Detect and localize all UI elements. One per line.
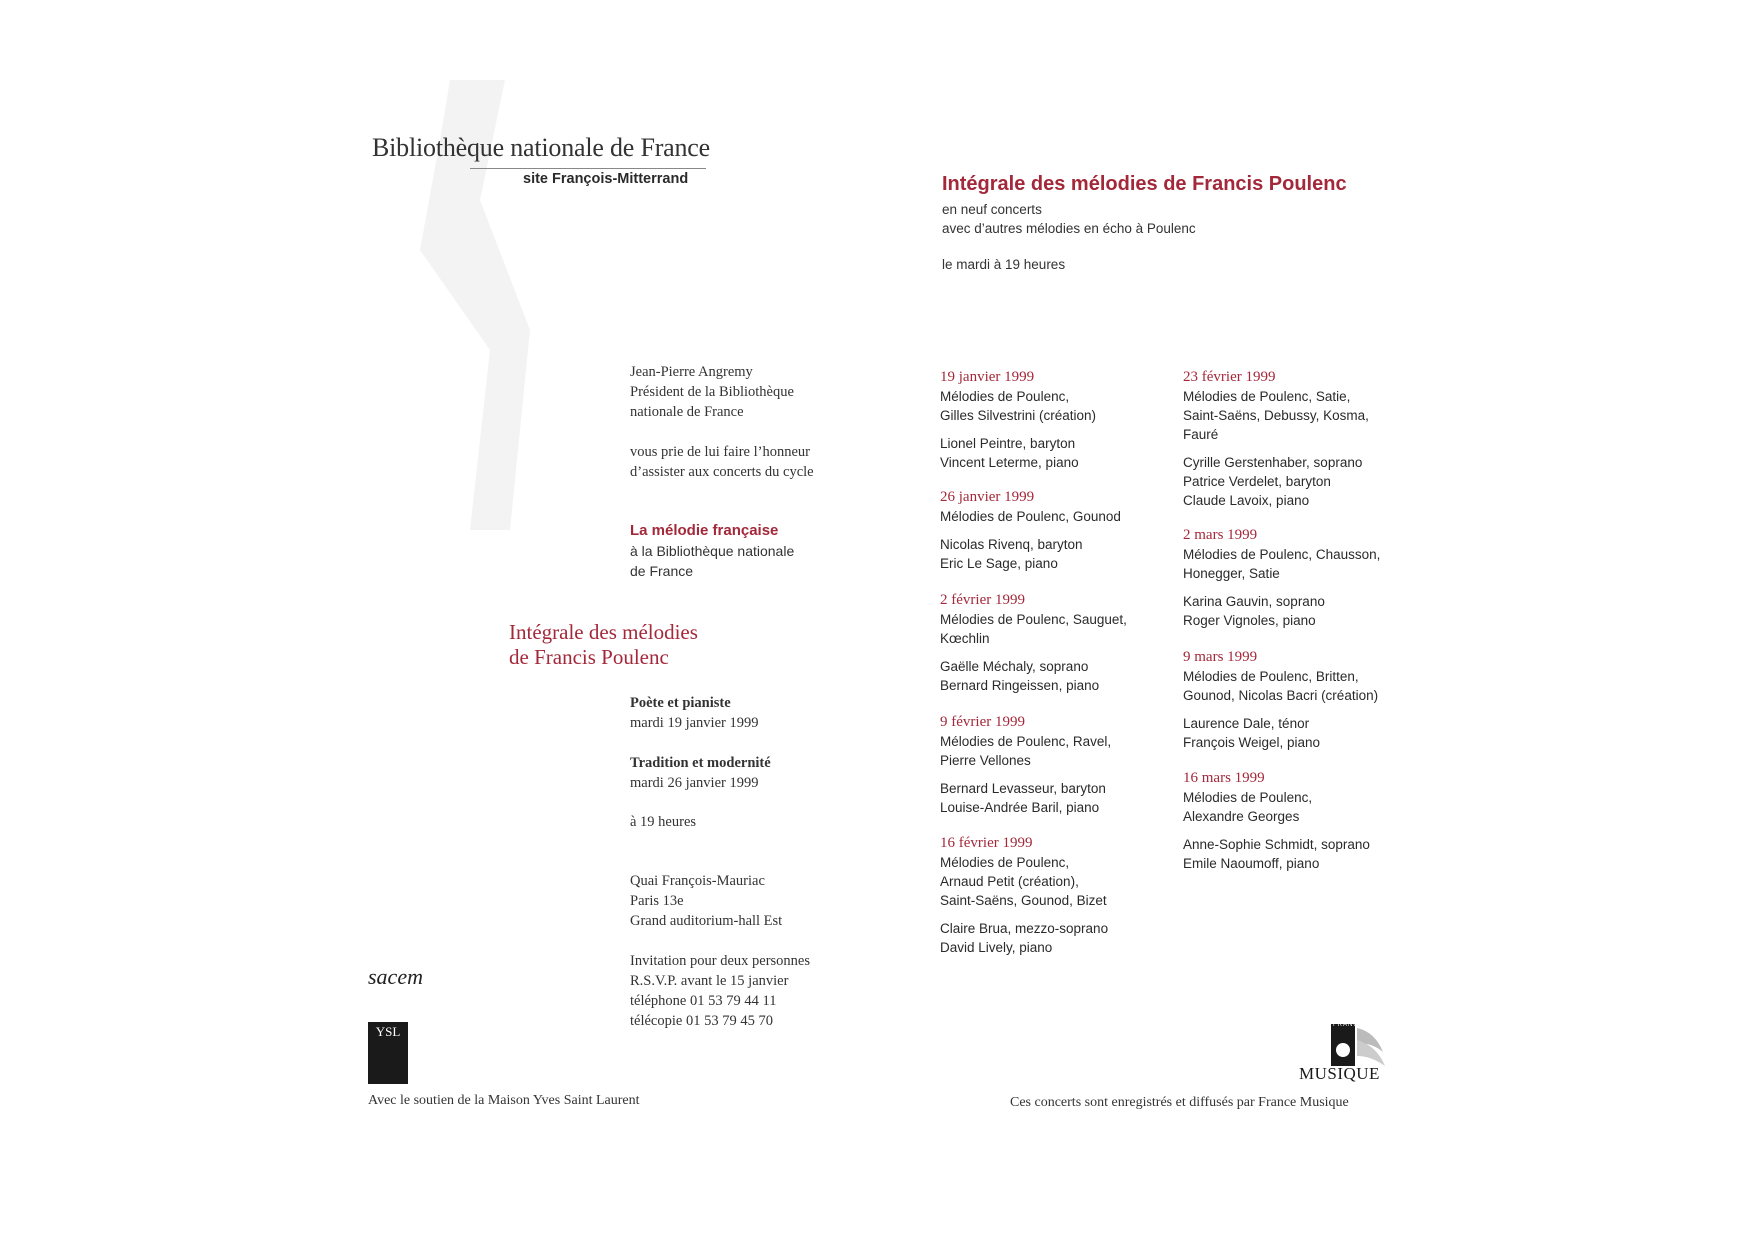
address-line: Paris 13e <box>630 893 684 909</box>
invitation-cycle <box>630 521 794 581</box>
ysl-logo-text: YSL <box>375 1024 401 1039</box>
concert-program-line: Mélodies de Poulenc, Satie, <box>1183 389 1351 404</box>
main-title: Intégrale des mélodies de Francis Poulenc <box>942 173 1347 195</box>
concert-program-line: Mélodies de Poulenc, <box>940 855 1070 870</box>
rsvp-block <box>630 951 810 1031</box>
ysl-logo <box>368 1022 408 1084</box>
france-musique-caption: Ces concerts sont enregistrés et diffusés par France Musique <box>1010 1095 1349 1110</box>
concert-item <box>1183 648 1378 752</box>
concert-program-line: Mélodies de Poulenc, Britten, <box>1183 669 1359 684</box>
concert-performer: Gaëlle Méchaly, soprano <box>940 659 1089 674</box>
concert-item <box>940 713 1111 817</box>
concert-program-line: Fauré <box>1183 427 1219 442</box>
concert-performer: Karina Gauvin, soprano <box>1183 594 1325 609</box>
cycle-place-line: à la Bibliothèque nationale <box>630 543 795 559</box>
concert-performer: Claude Lavoix, piano <box>1183 493 1310 508</box>
cycle-title: La mélodie française <box>630 522 779 539</box>
institution-site: site François-Mitterrand <box>523 171 689 187</box>
concert-performer: Bernard Ringeissen, piano <box>940 678 1100 693</box>
invitation-president <box>630 362 794 422</box>
concert-item <box>1183 526 1380 630</box>
header-rule <box>470 168 706 169</box>
concert-item <box>1183 368 1369 510</box>
main-time: le mardi à 19 heures <box>942 257 1066 272</box>
concert-program-line: Kœchlin <box>940 631 990 646</box>
concert-date: 9 février 1999 <box>940 714 1025 730</box>
concert-performer: Patrice Verdelet, baryton <box>1183 474 1331 489</box>
program-name: Tradition et modernité <box>630 755 771 771</box>
concert-program-line: Pierre Vellones <box>940 753 1031 768</box>
big-title-line: Intégrale des mélodies <box>509 620 698 644</box>
address-line: Quai François-Mauriac <box>630 873 765 889</box>
president-line: Président de la Bibliothèque <box>630 384 794 400</box>
concert-performer: Claire Brua, mezzo-soprano <box>940 921 1109 936</box>
sacem-logo: sacem <box>368 964 423 989</box>
main-subtitle-line: en neuf concerts <box>942 202 1042 217</box>
program-name: Poète et pianiste <box>630 695 731 711</box>
france-musique-logo <box>1295 1022 1395 1084</box>
concert-date: 16 mars 1999 <box>1183 770 1265 786</box>
program-date: mardi 19 janvier 1999 <box>630 715 759 731</box>
main-subtitle <box>942 200 1196 238</box>
president-line: Jean-Pierre Angremy <box>630 364 753 380</box>
concert-performer: Emile Naoumoff, piano <box>1183 856 1320 871</box>
venue-address <box>630 871 782 931</box>
concert-performer: Cyrille Gerstenhaber, soprano <box>1183 455 1363 470</box>
concert-performer: Nicolas Rivenq, baryton <box>940 537 1083 552</box>
concert-program-line: Mélodies de Poulenc, Chausson, <box>1183 547 1381 562</box>
program-item <box>630 753 771 793</box>
concert-performer: David Lively, piano <box>940 940 1053 955</box>
program-time: à 19 heures <box>630 814 697 830</box>
concert-date: 26 janvier 1999 <box>940 489 1035 505</box>
cycle-big-title <box>509 620 698 670</box>
rsvp-line: télécopie 01 53 79 45 70 <box>630 1013 773 1029</box>
concert-performer: François Weigel, piano <box>1183 735 1321 750</box>
france-musique-logo-text: MUSIQUE <box>1299 1064 1380 1083</box>
concert-date: 23 février 1999 <box>1183 369 1276 385</box>
ysl-caption: Avec le soutien de la Maison Yves Saint Laurent <box>368 1093 640 1108</box>
concert-performer: Louise-Andrée Baril, piano <box>940 800 1100 815</box>
program-item <box>630 693 758 733</box>
concert-performer: Laurence Dale, ténor <box>1183 716 1310 731</box>
concert-program-line: Gilles Silvestrini (création) <box>940 408 1097 423</box>
invitation-request <box>630 442 814 482</box>
cycle-place-line: de France <box>630 563 694 579</box>
rsvp-line: Invitation pour deux personnes <box>630 953 811 969</box>
concert-performer: Lionel Peintre, baryton <box>940 436 1076 451</box>
concert-program-line: Alexandre Georges <box>1183 809 1300 824</box>
concert-date: 2 mars 1999 <box>1183 527 1258 543</box>
concert-performer: Roger Vignoles, piano <box>1183 613 1316 628</box>
concert-item <box>940 488 1121 573</box>
concert-program-line: Mélodies de Poulenc, Sauguet, <box>940 612 1127 627</box>
main-subtitle-line: avec d’autres mélodies en écho à Poulenc <box>942 221 1196 236</box>
institution-title: Bibliothèque nationale de France <box>372 133 710 162</box>
request-line: d’assister aux concerts du cycle <box>630 464 814 480</box>
rsvp-line: R.S.V.P. avant le 15 janvier <box>630 973 789 989</box>
request-line: vous prie de lui faire l’honneur <box>630 444 810 460</box>
concert-item <box>940 834 1108 957</box>
concert-performer: Bernard Levasseur, baryton <box>940 781 1106 796</box>
concert-program-line: Honegger, Satie <box>1183 566 1280 581</box>
concert-item <box>940 591 1127 695</box>
big-title-line: de Francis Poulenc <box>509 645 669 669</box>
concert-item <box>940 368 1096 472</box>
president-line: nationale de France <box>630 404 744 420</box>
concert-date: 16 février 1999 <box>940 835 1033 851</box>
concert-program-line: Mélodies de Poulenc, Ravel, <box>940 734 1112 749</box>
concert-program-line: Gounod, Nicolas Bacri (création) <box>1183 688 1379 703</box>
concert-performer: Vincent Leterme, piano <box>940 455 1079 470</box>
concert-program-line: Arnaud Petit (création), <box>940 874 1079 889</box>
france-musique-logo-top: FRANCE <box>1333 1022 1364 1028</box>
concert-date: 19 janvier 1999 <box>940 369 1035 385</box>
concert-performer: Eric Le Sage, piano <box>940 556 1058 571</box>
concert-program-line: Mélodies de Poulenc, <box>1183 790 1313 805</box>
concert-program-line: Saint-Saëns, Debussy, Kosma, <box>1183 408 1369 423</box>
rsvp-line: téléphone 01 53 79 44 11 <box>630 993 777 1009</box>
program-date: mardi 26 janvier 1999 <box>630 775 759 791</box>
concert-item <box>1183 769 1370 873</box>
concert-program-line: Mélodies de Poulenc, <box>940 389 1070 404</box>
concert-date: 2 février 1999 <box>940 592 1025 608</box>
concert-program-line: Mélodies de Poulenc, Gounod <box>940 509 1121 524</box>
concert-date: 9 mars 1999 <box>1183 649 1258 665</box>
concert-performer: Anne-Sophie Schmidt, soprano <box>1183 837 1370 852</box>
address-line: Grand auditorium-hall Est <box>630 913 783 929</box>
concert-program-line: Saint-Saëns, Gounod, Bizet <box>940 893 1107 908</box>
